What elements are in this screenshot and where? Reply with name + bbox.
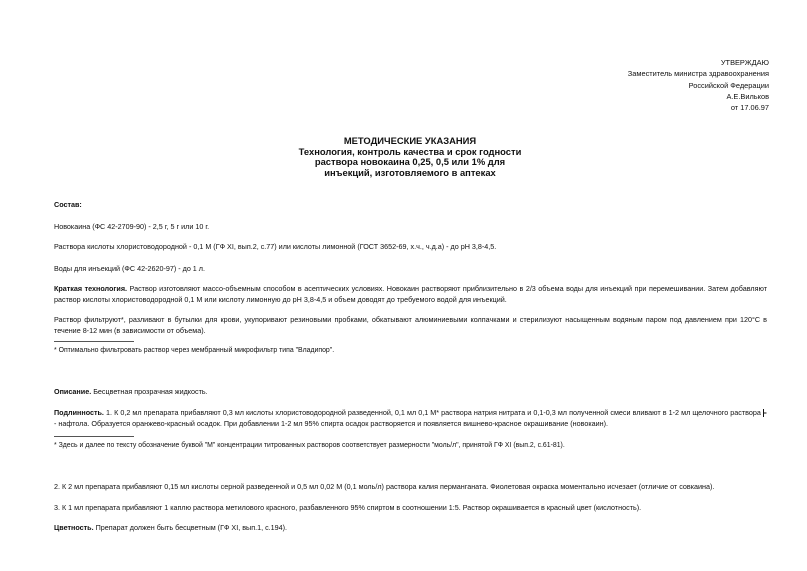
description-paragraph (54, 386, 767, 397)
identity-test-1: 1. К 0,2 мл препарата прибавляют 0,3 мл кислоты хлористоводородной разведенной, 0,1 мл 0,1 М* раствора натрия нитрата и 0,1-0,3 мл полученной смеси вливают в 1-2 мл щелочного раствора (106, 408, 761, 417)
technology-paragraph (54, 283, 767, 306)
color-paragraph (54, 522, 767, 533)
filtration-footnote: * Оптимально фильтровать раствор через мембранный микрофильтр типа "Владипор". (54, 347, 335, 354)
approval-title: УТВЕРЖДАЮ (720, 58, 769, 67)
approval-block (628, 57, 769, 113)
identity-test-1-continued: - нафтола. Образуется оранжево-красный осадок. При добавлении 1-2 мл 95% спирта осадок растворяется и появляется вишнево-красное окрашивание (новокаин). (54, 419, 609, 429)
approver-country: Российской Федерации (688, 80, 769, 90)
approver-name: А.Е.Вильков (726, 91, 769, 101)
identity-test-3: 3. К 1 мл препарата прибавляют 1 каплю раствора метилового красного, разбавленного 95% спиртом в соотношении 1:5. Раствор окрашивается в красный цвет (кислотность). (54, 503, 642, 512)
color-text: Препарат должен быть бесцветным (ГФ XI, вып.1, с.194). (95, 523, 288, 532)
composition-item-acid: Раствора кислоты хлористоводородной - 0,1 М (ГФ XI, вып.2, с.77) или кислоты лимонной (ГОСТ 3652-69, х.ч., ч.д.а) - до рН 3,8-4,5. (54, 242, 497, 251)
title-line-4: инъекций, изготовляемого в аптеках (324, 166, 496, 178)
composition-item-novocaine: Новокаина (ФС 42-2709-90) - 2,5 г, 5 г или 10 г. (54, 222, 210, 231)
composition-item-water: Воды для инъекций (ФС 42-2620-97) - до 1 л. (54, 264, 205, 273)
description-heading: Описание. (54, 387, 92, 396)
footnote-divider-2 (54, 436, 134, 437)
identity-heading: Подлинность. (54, 408, 104, 417)
description-text: Бесцветная прозрачная жидкость. (93, 387, 208, 396)
composition-heading: Состав: (54, 200, 82, 209)
molarity-footnote: * Здесь и далее по тексту обозначение буквой "М" концентрации титрованных растворов соответствует размерности "моль/л", принятой ГФ XI (вып.2, с.61-81). (54, 442, 565, 449)
identity-test-2: 2. К 2 мл препарата прибавляют 0,15 мл кислоты серной разведенной и 0,5 мл 0,02 М (0,1 моль/л) раствора калия перманганата. Фиолетовая окраска моментально исчезает (отличие от совкаина). (54, 482, 715, 491)
document-title (180, 136, 640, 178)
title-line-3: раствора новокаина 0,25, 0,5 или 1% для (314, 156, 506, 168)
approval-date: от 17.06.97 (730, 103, 769, 113)
technology-heading: Краткая технология. (54, 284, 128, 293)
color-heading: Цветность. (54, 523, 94, 532)
filtration-paragraph: Раствор фильтруют*, разливают в бутылки для крови, укупоривают резиновыми пробками, обкатывают алюминиевыми колпачками и стерилизуют насыщенным водяным паром под давлением при 120°С в течение 8-12 мин (в зависимости от объема). (54, 315, 767, 336)
text-cursor-icon (763, 409, 767, 417)
title-line-2: Технология, контроль качества и срок годности (298, 145, 522, 157)
footnote-divider (54, 341, 134, 342)
technology-text: Раствор изготовляют массо-объемным способом в асептических условиях. Новокаин растворяют приблизительно в 2/3 объема воды для инъекций при перемешивании. Затем добавляют раствор кислоты хлористоводородной 0,1 М или кислоту лимонную до рН 3,8-4,5 и объем доводят до требуемого водой для инъекций. (54, 284, 767, 305)
identity-paragraph (54, 407, 767, 430)
title-line-1: МЕТОДИЧЕСКИЕ УКАЗАНИЯ (343, 135, 477, 146)
approver-position: Заместитель министра здравоохранения (627, 69, 769, 79)
